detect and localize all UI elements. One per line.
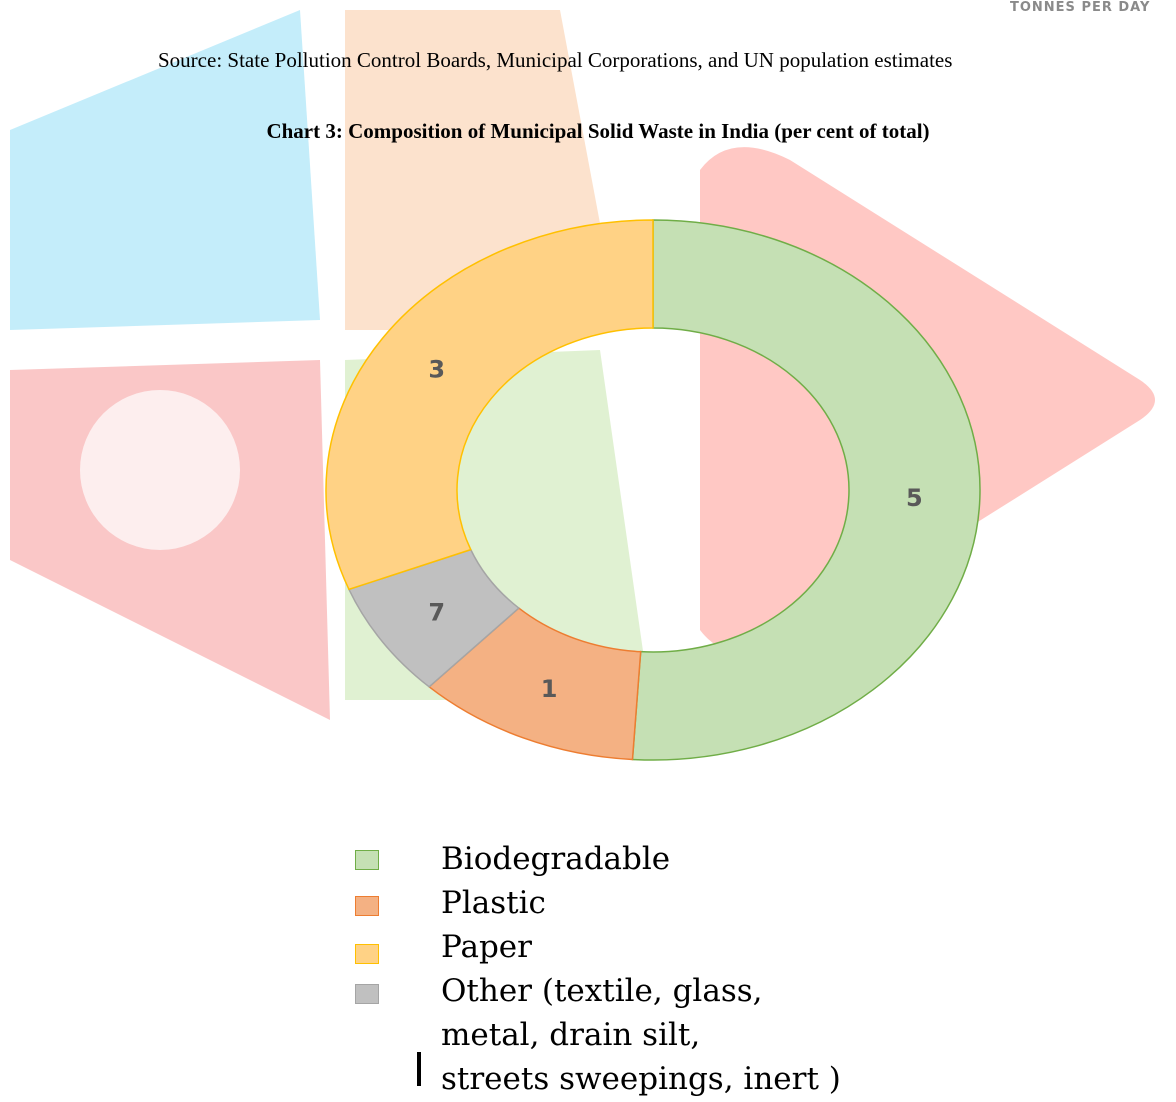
legend-label-other-line2: metal, drain silt, <box>441 1017 701 1053</box>
data-label-biodegradable: 5 <box>906 483 923 512</box>
data-label-other: 7 <box>428 598 446 627</box>
legend-label-other-line1: Other (textile, glass, <box>441 973 763 1009</box>
chart-title: Chart 3: Composition of Municipal Solid Waste in India (per cent of total) <box>266 119 930 143</box>
data-label-plastic: 1 <box>540 675 558 704</box>
legend-label-paper: Paper <box>441 929 532 965</box>
header-snippet: TONNES PER DAY <box>1010 0 1151 14</box>
slice-biodegradable <box>632 220 980 760</box>
legend-label-plastic: Plastic <box>441 885 546 921</box>
legend-swatch-biodegradable <box>355 850 379 870</box>
source-note: Source: State Pollution Control Boards, Municipal Corporations, and UN population estimates <box>158 48 953 72</box>
legend-swatch-paper <box>355 944 379 964</box>
slice-paper <box>326 220 653 589</box>
text-cursor-bar <box>417 1052 421 1086</box>
legend-label-biodegradable: Biodegradable <box>441 841 671 877</box>
legend-label-other-line3: streets sweepings, inert ) <box>441 1061 841 1097</box>
data-label-paper: 3 <box>428 355 446 384</box>
legend-swatch-plastic <box>355 896 379 916</box>
legend-swatch-other <box>355 984 379 1004</box>
